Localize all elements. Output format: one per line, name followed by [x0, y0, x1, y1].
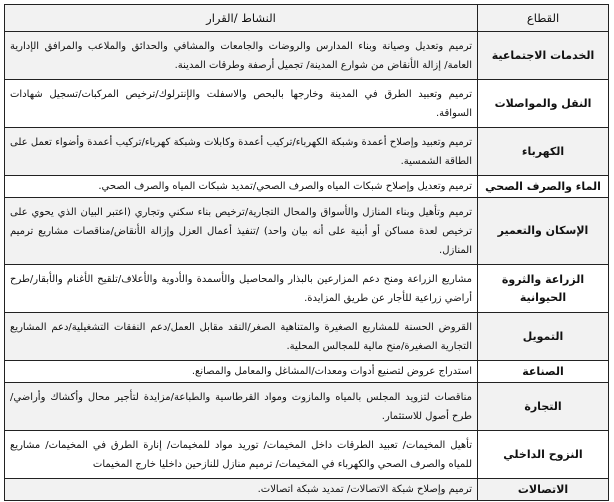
table-row	[5, 361, 609, 383]
sector-cell: الاتصالات	[478, 479, 609, 501]
sector-cell: التجارة	[478, 383, 609, 431]
sector-activity-table	[4, 4, 609, 501]
activity-cell: ترميم وتعبيد وإصلاح أعمدة وشبكة الكهرباء/تركيب أعمدة وكابلات وشبكة كهرباء/تركيب أعمدة وأضواء تعمل على الطاقة الشمسية.	[5, 128, 478, 176]
sector-cell: الزراعة والثروة الحيوانية	[478, 265, 609, 313]
activity-cell: ترميم وتعديل وصيانة وبناء المدارس والروضات والجامعات والمشافي والحدائق والملاعب والمرافق الإدارية العامة/ إزالة الأنقاض من شوارع المدينة/ تجميل أرصفة وطرقات المدينة.	[5, 32, 478, 80]
activity-cell: ترميم وإصلاح شبكة الاتصالات/ تمديد شبكة اتصالات.	[5, 479, 478, 501]
table-row	[5, 32, 609, 80]
table-row	[5, 479, 609, 501]
table-row	[5, 198, 609, 265]
table-row	[5, 128, 609, 176]
table-header-row	[5, 5, 609, 32]
sector-cell: الإسكان والتعمير	[478, 198, 609, 265]
table-row	[5, 383, 609, 431]
activity-cell: ترميم وتعبيد الطرق في المدينة وخارجها بالبحص والاسفلت والإنترلوك/ترخيص المركبات/تسجيل شهادات السواقة.	[5, 80, 478, 128]
sector-cell: الصناعة	[478, 361, 609, 383]
activity-cell: ترميم وتأهيل وبناء المنازل والأسواق والمحال التجارية/ترخيص بناء سكني وتجاري (اعتبر البيان الذي يحوي على ترخيص لعدة مساكن أو أبنية على أنه بيان واحد) /تنفيذ أعمال العزل وإزالة الأنقاض/مناقصات مشاريع ترميم المنازل.	[5, 198, 478, 265]
sector-cell: النقل والمواصلات	[478, 80, 609, 128]
sector-column-header: القطاع	[478, 5, 609, 32]
activity-cell: ترميم وتعديل وإصلاح شبكات المياه والصرف الصحي/تمديد شبكات المياه والصرف الصحي.	[5, 176, 478, 198]
table-row	[5, 313, 609, 361]
activity-cell: تأهيل المخيمات/ تعبيد الطرقات داخل المخيمات/ توريد مواد للمخيمات/ إنارة الطرق في المخيمات/ مشاريع للمياه والصرف الصحي والكهرباء في المخيمات/ ترميم منازل للنازحين داخليا خارج المخيمات	[5, 431, 478, 479]
table-row	[5, 176, 609, 198]
activity-cell: مشاريع الزراعة ومنح دعم المزارعين بالبذار والمحاصيل والأسمدة والأدوية والأعلاف/تلقيح الأغنام والأبقار/طرح أراضي زراعية للأجار عن طريق المزايدة.	[5, 265, 478, 313]
sector-cell: التمويل	[478, 313, 609, 361]
sector-cell: النزوح الداخلي	[478, 431, 609, 479]
table-row	[5, 265, 609, 313]
activity-column-header: النشاط /القرار	[5, 5, 478, 32]
table-row	[5, 431, 609, 479]
activity-cell: القروض الحسنة للمشاريع الصغيرة والمتناهية الصغر/النقد مقابل العمل/دعم النفقات التشغيلية/دعم المشاريع التجارية الصغيرة/منح مالية للمجالس المحلية.	[5, 313, 478, 361]
sector-cell: الكهرباء	[478, 128, 609, 176]
sector-cell: الماء والصرف الصحي	[478, 176, 609, 198]
activity-cell: استدراج عروض لتصنيع أدوات ومعدات/المشاغل والمعامل والمصانع.	[5, 361, 478, 383]
activity-cell: مناقصات لتزويد المجلس بالمياه والمازوت ومواد القرطاسية والطباعة/مزايدة لتأجير محال وأكشاك وأراضي/ طرح أصول للاستثمار.	[5, 383, 478, 431]
table-row	[5, 80, 609, 128]
sector-cell: الخدمات الاجتماعية	[478, 32, 609, 80]
